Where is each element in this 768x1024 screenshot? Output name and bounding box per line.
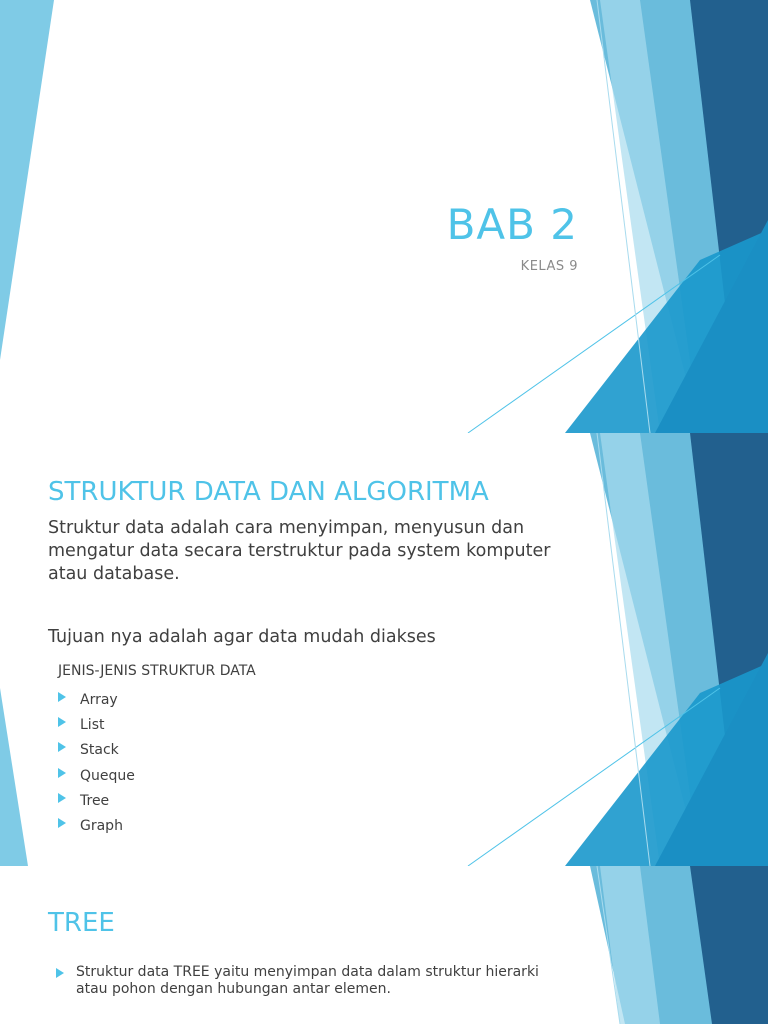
tree-definition: Struktur data TREE yaitu menyimpan data dalam struktur hierarki atau pohon dengan hubungan antar elemen. bbox=[76, 964, 539, 997]
section-title: STRUKTUR DATA DAN ALGORITMA bbox=[48, 477, 489, 507]
slide-decoration bbox=[0, 0, 768, 433]
triangle-bullet-icon bbox=[58, 692, 66, 702]
list-item bbox=[58, 788, 135, 813]
list-item-label: Stack bbox=[80, 742, 119, 759]
list-item bbox=[58, 687, 135, 712]
list-heading: JENIS-JENIS STRUKTUR DATA bbox=[58, 663, 256, 679]
list-item-label: Tree bbox=[80, 792, 110, 809]
list-item bbox=[58, 763, 135, 788]
section-title: TREE bbox=[48, 908, 115, 938]
list-item bbox=[58, 738, 135, 763]
slide-title-text: BAB 2 bbox=[446, 200, 578, 249]
list-item-label: List bbox=[80, 716, 105, 733]
triangle-bullet-icon bbox=[58, 717, 66, 727]
triangle-bullet-icon bbox=[58, 793, 66, 803]
triangle-bullet-icon bbox=[58, 818, 66, 828]
purpose-paragraph: Tujuan nya adalah agar data mudah diakses bbox=[48, 627, 436, 647]
list-item bbox=[58, 712, 135, 737]
slide-subtitle-text: KELAS 9 bbox=[520, 259, 578, 274]
list-item-label: Queque bbox=[80, 767, 135, 784]
definition-paragraph: Struktur data adalah cara menyimpan, menyusun dan mengatur data secara terstruktur pada system komputer atau database. bbox=[48, 518, 551, 584]
triangle-bullet-icon bbox=[58, 768, 66, 778]
slide-struktur-data bbox=[0, 433, 768, 866]
list-item bbox=[56, 964, 556, 998]
list-item bbox=[58, 813, 135, 838]
slide-tree bbox=[0, 866, 768, 1024]
left-accent-shape bbox=[0, 688, 28, 866]
slide-decoration bbox=[0, 866, 768, 1024]
triangle-bullet-icon bbox=[58, 742, 66, 752]
triangle-bullet-icon bbox=[56, 968, 64, 978]
list-item-label: Graph bbox=[80, 818, 123, 835]
left-accent-shape bbox=[0, 0, 54, 360]
slide-title bbox=[0, 0, 768, 433]
data-structure-list bbox=[58, 687, 135, 839]
list-item-label: Array bbox=[80, 691, 118, 708]
